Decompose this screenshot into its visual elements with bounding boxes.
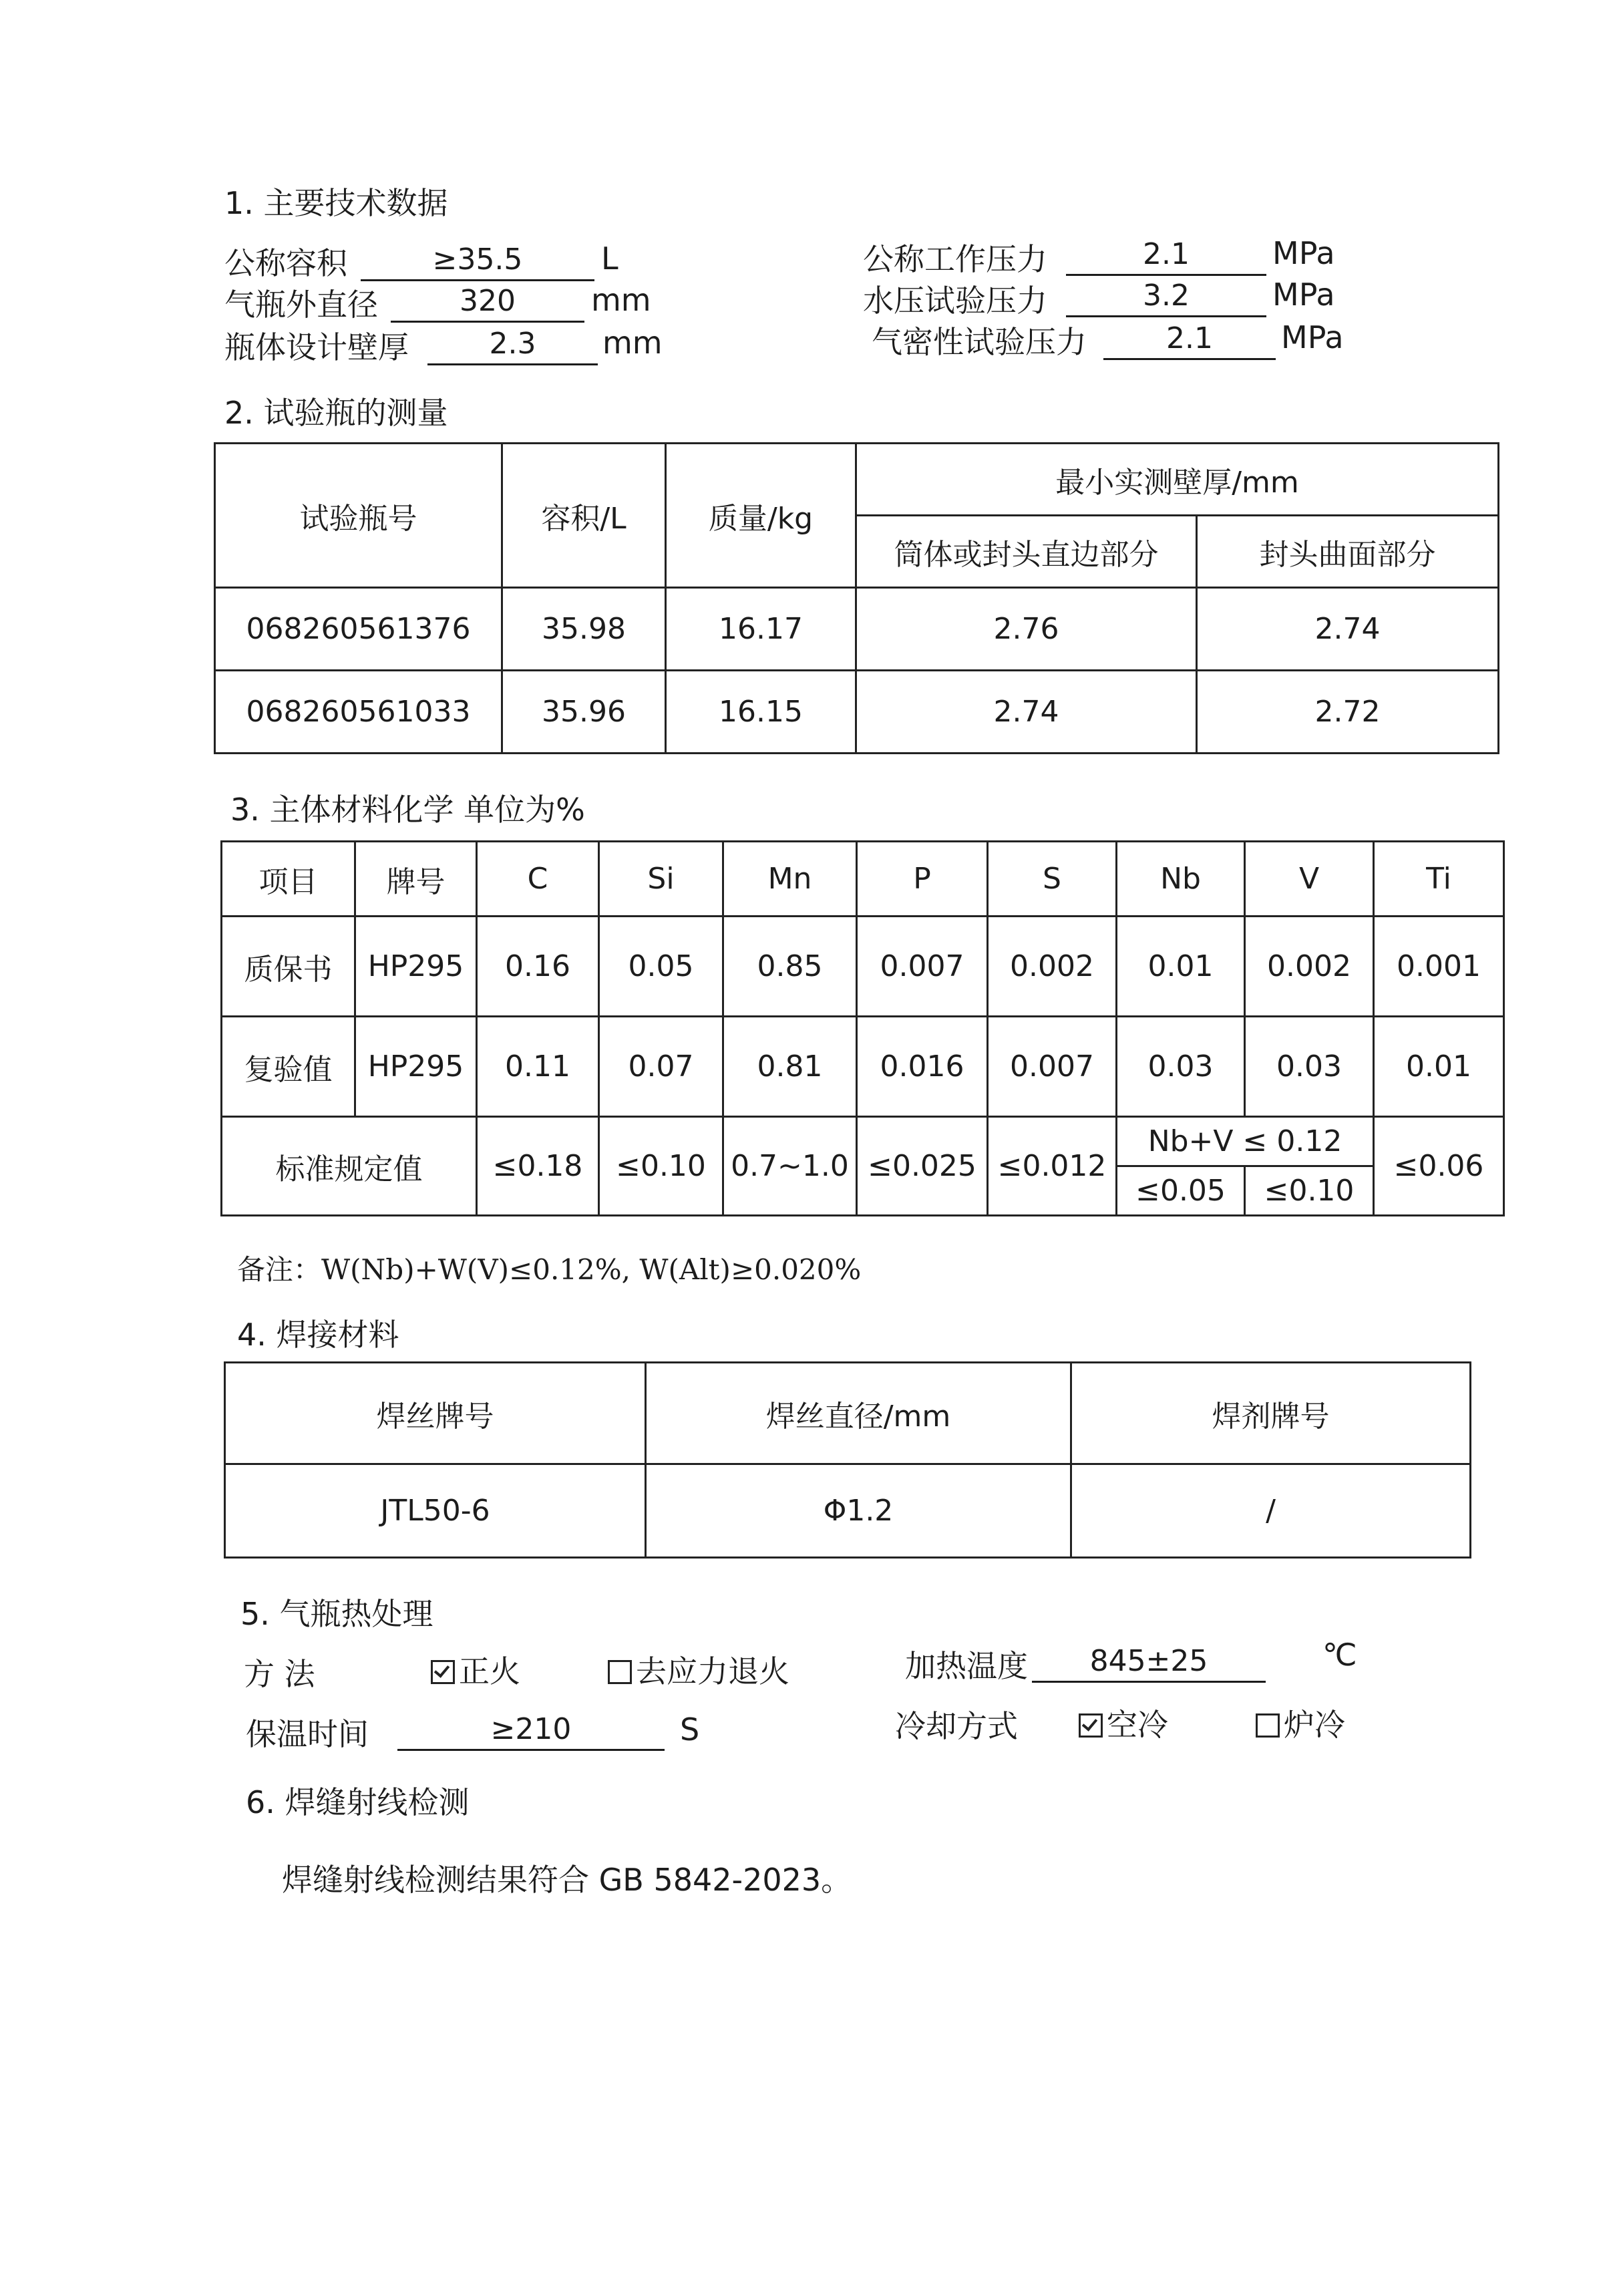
cell-nb: 0.01 [1117, 917, 1245, 1017]
cell-item: 质保书 [222, 917, 355, 1017]
heat-temp-label: 加热温度 [905, 1648, 1028, 1684]
table-row [222, 917, 1504, 1017]
header-straight-section: 筒体或封头直边部分 [856, 516, 1197, 588]
cell-v: 0.03 [1245, 1017, 1374, 1117]
header-wire-diameter: 焊丝直径/mm [646, 1363, 1071, 1464]
std-p: ≤0.025 [857, 1117, 988, 1216]
section-5-title: 5. 气瓶热处理 [240, 1596, 433, 1632]
cell-si: 0.05 [599, 917, 723, 1017]
heat-temp-unit: ℃ [1322, 1637, 1357, 1673]
heat-temp-text: 845±25 [1089, 1644, 1208, 1678]
cell-volume: 35.96 [502, 671, 666, 754]
header-grade: 牌号 [355, 842, 477, 917]
header-volume: 容积/L [502, 444, 666, 588]
cell-mn: 0.85 [723, 917, 857, 1017]
cell-straight-wall: 2.74 [856, 671, 1197, 754]
option-air-cooling-label: 空冷 [1107, 1707, 1168, 1743]
chemistry-table [220, 840, 1505, 1216]
cell-nb: 0.03 [1117, 1017, 1245, 1117]
cell-curved-wall: 2.72 [1197, 671, 1499, 754]
section-6-title: 6. 焊缝射线检测 [246, 1784, 470, 1820]
header-mass: 质量/kg [666, 444, 856, 588]
header-item: 项目 [222, 842, 355, 917]
checkbox-unchecked-icon[interactable] [1256, 1713, 1280, 1738]
header-wire-grade: 焊丝牌号 [225, 1363, 646, 1464]
cell-cylinder-id: 068260561376 [215, 588, 502, 671]
cell-wire-diameter: Φ1.2 [646, 1464, 1071, 1558]
method-label: 方 法 [244, 1656, 315, 1692]
std-c: ≤0.18 [477, 1117, 599, 1216]
cell-ti: 0.01 [1374, 1017, 1504, 1117]
header-s: S [988, 842, 1117, 917]
cell-wire-grade: JTL50-6 [225, 1464, 646, 1558]
cell-mass: 16.17 [666, 588, 856, 671]
header-cylinder-id: 试验瓶号 [215, 444, 502, 588]
cell-p: 0.007 [857, 917, 988, 1017]
hydro-pressure-label: 水压试验压力 [863, 283, 1047, 319]
cell-straight-wall: 2.76 [856, 588, 1197, 671]
std-si: ≤0.10 [599, 1117, 723, 1216]
header-si: Si [599, 842, 723, 917]
cell-c: 0.11 [477, 1017, 599, 1117]
std-label: 标准规定值 [222, 1117, 477, 1216]
header-curved-section: 封头曲面部分 [1197, 516, 1499, 588]
cell-grade: HP295 [355, 1017, 477, 1117]
hold-time-unit: S [680, 1711, 700, 1748]
header-p: P [857, 842, 988, 917]
hold-time-label: 保温时间 [246, 1716, 369, 1752]
cell-v: 0.002 [1245, 917, 1374, 1017]
option-normalizing-label: 正火 [459, 1653, 520, 1689]
std-ti: ≤0.06 [1374, 1117, 1504, 1216]
cell-item: 复验值 [222, 1017, 355, 1117]
table-row [215, 588, 1499, 671]
table-row [215, 671, 1499, 754]
standard-row [222, 1117, 1504, 1166]
nominal-volume-value: ≥35.5 [361, 240, 594, 281]
cooling-label: 冷却方式 [895, 1708, 1018, 1744]
option-normalizing[interactable] [431, 1647, 520, 1691]
option-furnace-cooling-label: 炉冷 [1284, 1707, 1345, 1743]
header-flux-grade: 焊剂牌号 [1071, 1363, 1471, 1464]
table-row [225, 1464, 1471, 1558]
cell-c: 0.16 [477, 917, 599, 1017]
cell-volume: 35.98 [502, 588, 666, 671]
std-nb: ≤0.05 [1117, 1166, 1245, 1216]
option-stress-relief[interactable] [608, 1647, 789, 1691]
std-mn: 0.7~1.0 [723, 1117, 857, 1216]
outer-diameter-unit: mm [591, 282, 651, 318]
cell-cylinder-id: 068260561033 [215, 671, 502, 754]
cell-curved-wall: 2.74 [1197, 588, 1499, 671]
hold-time-value: ≥210 [397, 1710, 665, 1751]
option-furnace-cooling[interactable] [1256, 1701, 1345, 1745]
welding-material-table [224, 1361, 1471, 1559]
nominal-volume-label: 公称容积 [224, 245, 347, 281]
cell-si: 0.07 [599, 1017, 723, 1117]
working-pressure-unit: MPa [1272, 235, 1335, 271]
header-min-wall: 最小实测壁厚/mm [856, 444, 1499, 516]
wall-thickness-unit: mm [602, 325, 663, 361]
cylinder-measurement-table [214, 442, 1499, 754]
hydro-pressure-value: 3.2 [1066, 277, 1266, 317]
wall-thickness-value: 2.3 [427, 325, 598, 365]
header-v: V [1245, 842, 1374, 917]
heat-temp-value [1032, 1642, 1266, 1683]
section-2-title: 2. 试验瓶的测量 [224, 395, 448, 431]
header-c: C [477, 842, 599, 917]
std-v: ≤0.10 [1245, 1166, 1374, 1216]
checkbox-unchecked-icon[interactable] [608, 1660, 632, 1684]
cell-grade: HP295 [355, 917, 477, 1017]
header-ti: Ti [1374, 842, 1504, 917]
checkbox-checked-icon[interactable] [1079, 1713, 1103, 1738]
cell-ti: 0.001 [1374, 917, 1504, 1017]
cell-s: 0.007 [988, 1017, 1117, 1117]
option-air-cooling[interactable] [1079, 1701, 1168, 1745]
section-4-title: 4. 焊接材料 [237, 1317, 399, 1353]
cell-mass: 16.15 [666, 671, 856, 754]
std-s: ≤0.012 [988, 1117, 1117, 1216]
option-stress-relief-label: 去应力退火 [636, 1653, 789, 1689]
outer-diameter-label: 气瓶外直径 [224, 287, 378, 323]
cell-flux-grade: / [1071, 1464, 1471, 1558]
airtight-pressure-label: 气密性试验压力 [872, 324, 1087, 360]
hydro-pressure-unit: MPa [1272, 277, 1335, 313]
cell-p: 0.016 [857, 1017, 988, 1117]
section-3-title: 3. 主体材料化学 单位为% [230, 792, 585, 828]
working-pressure-label: 公称工作压力 [863, 241, 1047, 277]
checkbox-checked-icon[interactable] [431, 1660, 455, 1684]
radiographic-result-text: 焊缝射线检测结果符合 GB 5842-2023。 [282, 1862, 852, 1898]
airtight-pressure-unit: MPa [1281, 319, 1344, 355]
nominal-volume-unit: L [601, 240, 618, 277]
section-1-title: 1. 主要技术数据 [224, 185, 448, 221]
cell-mn: 0.81 [723, 1017, 857, 1117]
header-nb: Nb [1117, 842, 1245, 917]
chemistry-note: 备注：W(Nb)+W(V)≤0.12%, W(Alt)≥0.020% [237, 1253, 862, 1286]
cell-s: 0.002 [988, 917, 1117, 1017]
std-nb-plus-v: Nb+V ≤ 0.12 [1117, 1117, 1374, 1166]
working-pressure-value: 2.1 [1066, 235, 1266, 276]
wall-thickness-label: 瓶体设计壁厚 [224, 329, 409, 365]
outer-diameter-value: 320 [391, 282, 584, 323]
table-row [222, 1017, 1504, 1117]
airtight-pressure-value: 2.1 [1103, 319, 1276, 360]
header-mn: Mn [723, 842, 857, 917]
